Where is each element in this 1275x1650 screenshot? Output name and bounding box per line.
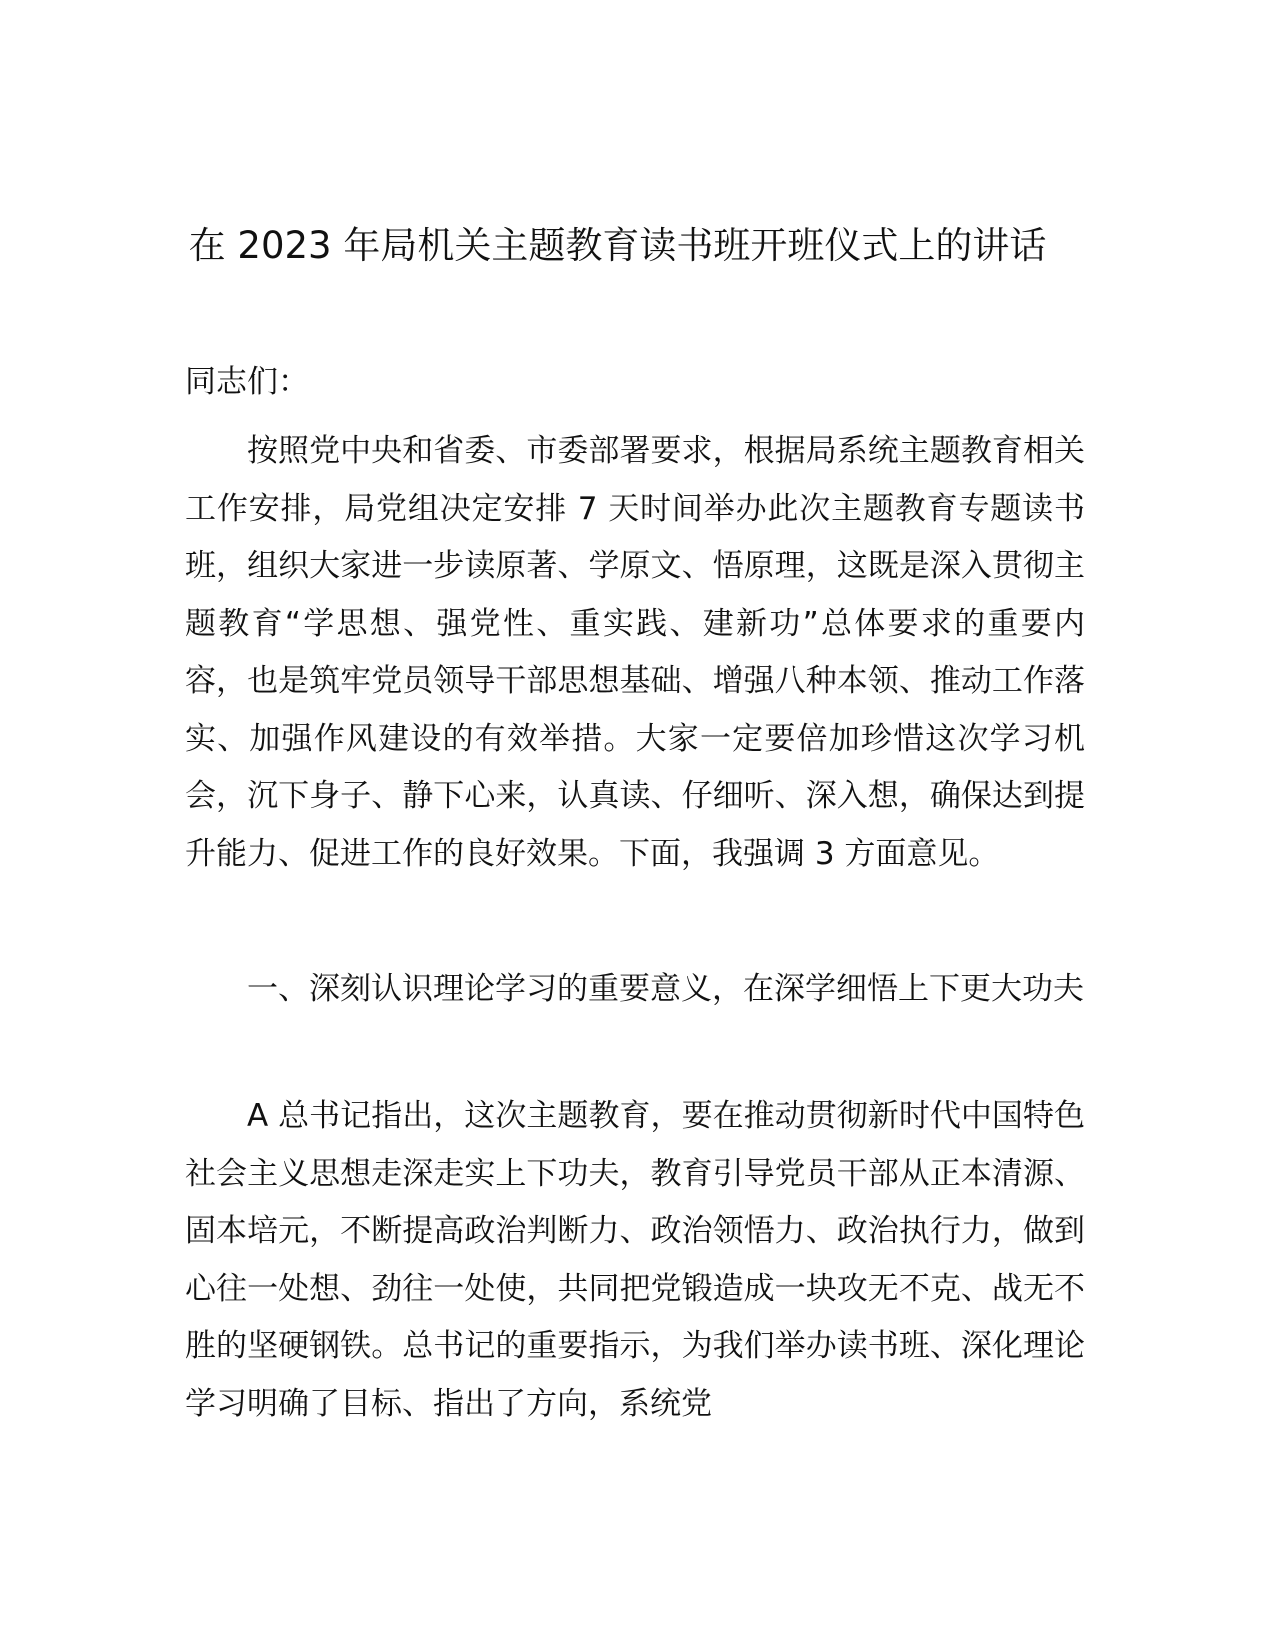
paragraph-intro: 按照党中央和省委、市委部署要求，根据局系统主题教育相关工作安排，局党组决定安排 7 天时间举办此次主题教育专题读书班，组织大家进一步读原著、学原文、悟原理，这既是深入贯彻主题教育“学思想、强党性、重实践、建新功”总体要求的重要内容，也是筑牢党员领导干部思想基础、增强八种本领、推动工作落实、加强作风建设的有效举措。大家一定要倍加珍惜这次学习机会，沉下身子、静下心来，认真读、仔细听、深入想，确保达到提升能力、促进工作的良好效果。下面，我强调 3 方面意见。 [185,433,1085,872]
document-title: 在 2023 年局机关主题教育读书班开班仪式上的讲话 [188,224,1047,267]
paragraph-section-1: A 总书记指出，这次主题教育，要在推动贯彻新时代中国特色社会主义思想走深走实上下功夫，教育引导党员干部从正本清源、固本培元，不断提高政治判断力、政治领悟力、政治执行力，做到心往一处想、劲往一处使，共同把党锻造成一块攻无不克、战无不胜的坚硬钢铁。总书记的重要指示，为我们举办读书班、深化理论学习明确了目标、指出了方向，系统党 [185,1098,1085,1422]
salutation: 同志们： [185,364,309,400]
section-heading-1: 一、深刻认识理论学习的重要意义，在深学细悟上下更大功夫 [247,971,1084,1007]
